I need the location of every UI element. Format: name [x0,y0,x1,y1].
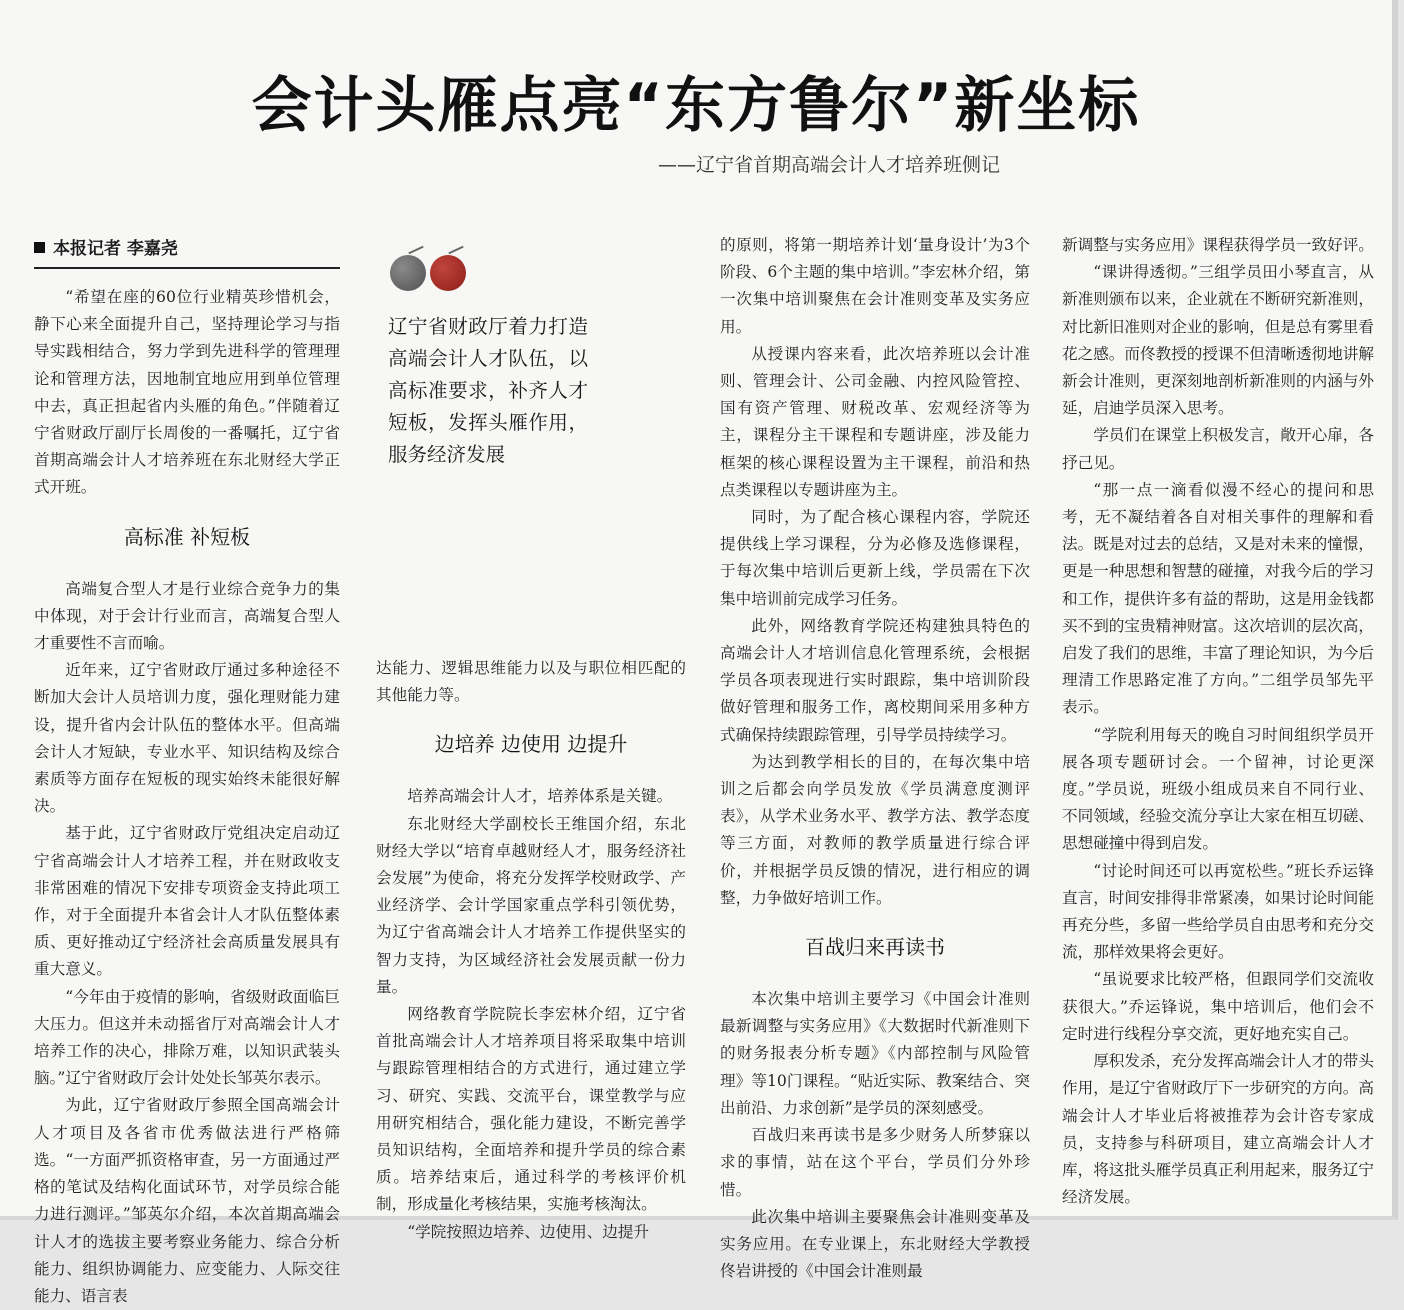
pull-quote-text: 辽宁省财政厅着力打造高端会计人才队伍，以高标准要求，补齐人才短板，发挥头雁作用，服务经济发展 [388,315,588,466]
paragraph: 新调整与实务应用》课程获得学员一致好评。 [1062,236,1374,254]
byline-square-icon [34,242,45,253]
column-3 [720,232,1030,1285]
decorative-dots [388,245,588,289]
paragraph: 从授课内容来看，此次培养班以会计准则、管理会计、公司金融、内控风险管控、国有资产管理、财税改革、宏观经济等为主，课程分主干课程和专题讲座，涉及能力框架的核心课程设置为主干课程，前沿和热点类课程以专题讲座为主。 [720,344,1030,499]
subheading-train-use-improve: 边培养 边使用 边提升 [434,732,628,757]
paragraph: 本次集中培训主要学习《中国会计准则最新调整与实务应用》《大数据时代新准则下的财务报表分析专题》《内部控制与风险管理》等10门课程。“贴近实际、教案结合、突出前沿、力求创新”是学员的深刻感受。 [720,990,1030,1117]
paragraph: “学院按照边培养、边使用、边提升 [407,1222,650,1241]
paragraph: “今年由于疫情的影响，省级财政面临巨大压力。但这并未动摇省厅对高端会计人才培养工作的决心，排除万难，以知识武装头脑。”辽宁省财政厅会计处处长邹英尔表示。 [34,987,340,1088]
grey-dot-icon [390,255,426,291]
paragraph: 此次集中培训主要聚焦会计准则变革及实务应用。在专业课上，东北财经大学教授佟岩讲授的《中国会计准则最 [720,1207,1030,1281]
paragraph: 同时，为了配合核心课程内容，学院还提供线上学习课程，分为必修及选修课程，于每次集中培训后更新上线，学员需在下次集中培训前完成学习任务。 [720,508,1030,608]
subtitle: ——辽宁省首期高端会计人才培养班侧记 [657,154,1000,176]
paragraph: “课讲得透彻。”三组学员田小琴直言，从新准则颁布以来，企业就在不断研究新准则，对比新旧准则对企业的影响，但是总有雾里看花之感。而佟教授的授课不但清晰透彻地讲解新会计准则，更深刻地剖析新准则的内涵与外延，启迪学员深入思考。 [1062,263,1374,418]
byline [34,234,340,269]
paragraph: 近年来，辽宁省财政厅通过多种途径不断加大会计人员培训力度，强化理财能力建设，提升省内会计队伍的整体水平。但高端会计人才短缺，专业水平、知识结构及综合素质等方面存在短板的现实始终未能很好解决。 [34,661,340,816]
paragraph: 为此，辽宁省财政厅参照全国高端会计人才项目及各省市优秀做法进行严格筛选。“一方面严抓资格审查，另一方面通过严格的笔试及结构化面试环节，对学员综合能力进行测评。”邹英尔介绍，本次首期高端会计人才的选拔主要考察业务能力、综合分析能力、组织协调能力、应变能力、人际交往能力、语言表 [34,1096,340,1305]
paragraph: 网络教育学院院长李宏林介绍，辽宁省首批高端会计人才培养项目将采取集中培训与跟踪管理相结合的方式进行，通过建立学习、研究、实践、交流平台，课堂教学与应用研究相结合，强化能力建设，不断完善学员知识结构，全面培养和提升学员的综合素质。培养结束后，通过科学的考核评价机制，形成量化考核结果，实施考核淘汰。 [376,1005,686,1214]
paragraph: 学员们在课堂上积极发言，敞开心扉，各抒己见。 [1062,426,1374,472]
paragraph: “那一点一滴看似漫不经心的提问和思考，无不凝结着各自对相关事件的理解和看法。既是对过去的总结，又是对未来的憧憬，更是一种思想和智慧的碰撞，对我今后的学习和工作，提供许多有益的帮助，这是用金钱都买不到的宝贵精神财富。这次培训的层次高，启发了我们的思维，丰富了理论知识，为今后理清工作思路定准了方向。”二组学员邹先平表示。 [1062,480,1374,717]
paragraph: “希望在座的60位行业精英珍惜机会，静下心来全面提升自己，坚持理论学习与指导实践相结合，努力学到先进科学的管理理论和管理方法，因地制宜地应用到单位管理中去，真正担起省内头雁的角色。”伴随着辽宁省财政厅副厅长周俊的一番嘱托，辽宁省首期高端会计人才培养班在东北财经大学正式开班。 [34,288,340,497]
paragraph: 基于此，辽宁省财政厅党组决定启动辽宁省高端会计人才培养工程，并在财政收支非常困难的情况下安排专项资金支持此项工作，对于全面提升本省会计人才队伍整体素质、更好推动辽宁经济社会高质量发展具有重大意义。 [34,824,340,979]
paragraph: 的原则，将第一期培养计划‘量身设计’为3个阶段、6个主题的集中培训。”李宏林介绍，第一次集中培训聚焦在会计准则变革及实务应用。 [720,236,1030,336]
paragraph: “讨论时间还可以再宽松些。”班长乔运锋直言，时间安排得非常紧凑，如果讨论时间能再充分些，多留一些给学员自由思考和充分交流，那样效果将会更好。 [1062,861,1374,962]
paragraph: “学院利用每天的晚自习时间组织学员开展各项专题研讨会。一个留神，讨论更深度。”学员说，班级小组成员来自不同行业、不同领域，经验交流分享让大家在相互切磋、思想碰撞中得到启发。 [1062,725,1374,853]
paragraph: 高端复合型人才是行业综合竞争力的集中体现，对于会计行业而言，高端复合型人才重要性不言而喻。 [34,579,340,653]
byline-text: 本报记者 李嘉尧 [53,239,178,259]
paragraph: 此外，网络教育学院还构建独具特色的高端会计人才培训信息化管理系统，会根据学员各项表现进行实时跟踪，集中培训阶段做好管理和服务工作，离校期间采用多种方式确保持续跟踪管理，引导学员持续学习。 [720,616,1030,744]
paragraph: “虽说要求比较严格，但跟同学们交流收获很大。”乔运锋说，集中培训后，他们会不定时进行线程分享交流，更好地充实自己。 [1062,970,1374,1043]
column-4 [1062,232,1374,1211]
subheading-return-to-study: 百战归来再读书 [805,935,945,960]
paragraph: 东北财经大学副校长王维国介绍，东北财经大学以“培育卓越财经人才，服务经济社会发展”为使命，将充分发挥学校财政学、产业经济学、会计学国家重点学科引领优势，为辽宁省高端会计人才培养工作提供坚实的智力支持，为区域经济社会发展贡献一份力量。 [376,814,686,996]
paragraph: 厚积发杀，充分发挥高端会计人才的带头作用，是辽宁省财政厅下一步研究的方向。高端会计人才毕业后将被推荐为会计咨专家成员，支持参与科研项目，建立高端会计人才库，将这批头雁学员真正利用起来，服务辽宁经济发展。 [1062,1052,1374,1207]
paragraph: 达能力、逻辑思维能力以及与职位相匹配的其他能力等。 [376,659,686,705]
paragraph: 培养高端会计人才，培养体系是关键。 [407,787,673,806]
red-dot-icon [430,255,466,291]
paragraph: 为达到教学相长的目的，在每次集中培训之后都会向学员发放《学员满意度测评表》，从学术业务水平、教学方法、教学态度等三方面，对教师的教学质量进行综合评价，并根据学员反馈的情况，进行相应的调整，力争做好培训工作。 [720,752,1030,907]
column-1 [34,284,340,1310]
column-2 [376,655,686,1246]
pull-quote [388,245,588,471]
paragraph: 百战归来再读书是多少财务人所梦寐以求的事情，站在这个平台，学员们分外珍惜。 [720,1126,1030,1199]
subheading-high-standard: 高标准 补短板 [123,524,251,549]
headline: 会计头雁点亮“东方鲁尔”新坐标 [251,71,1141,141]
